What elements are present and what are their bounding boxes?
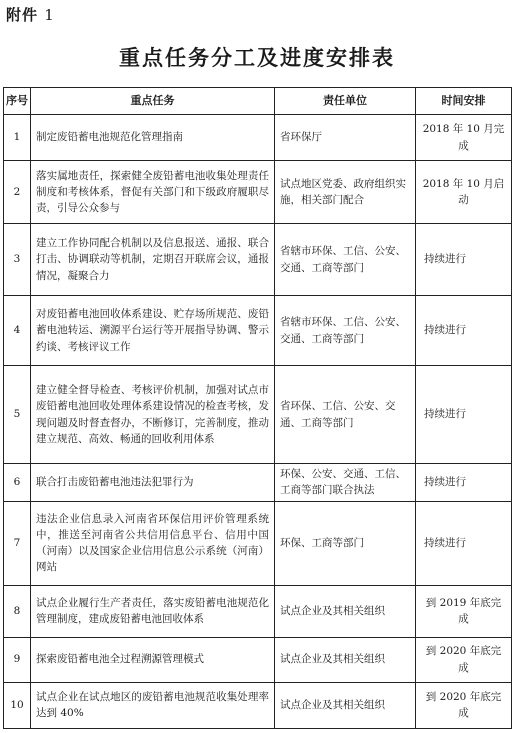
table-row <box>4 224 512 296</box>
task-schedule-table <box>3 87 512 729</box>
row-no: 2 <box>4 161 31 224</box>
header-task: 重点任务 <box>31 88 275 115</box>
table-row <box>4 296 512 366</box>
row-unit: 省辖市环保、工信、公安、交通、工商等部门 <box>275 296 416 366</box>
table-header-row <box>4 88 512 115</box>
row-time: 到 2020 年底完成 <box>416 682 512 728</box>
table-row <box>4 464 512 502</box>
row-task: 建立工作协同配合机制以及信息报送、通报、联合打击、协调联动等机制，定期召开联席会议，通报情况，凝聚合力 <box>31 224 275 296</box>
row-time: 到 2019 年底完成 <box>416 585 512 637</box>
table-row <box>4 115 512 161</box>
header-unit: 责任单位 <box>275 88 416 115</box>
row-no: 5 <box>4 366 31 464</box>
row-task: 探索废铅蓄电池全过程溯源管理模式 <box>31 637 275 682</box>
table-row <box>4 585 512 637</box>
row-time: 到 2020 年底完成 <box>416 637 512 682</box>
row-time: 持续进行 <box>416 464 512 502</box>
header-time: 时间安排 <box>416 88 512 115</box>
row-unit: 环保、工商等部门 <box>275 501 416 585</box>
attachment-number: 1 <box>44 6 55 24</box>
header-no: 序号 <box>4 88 31 115</box>
attachment-text: 附件 <box>6 6 39 24</box>
row-no: 1 <box>4 115 31 161</box>
row-time: 持续进行 <box>416 501 512 585</box>
row-unit: 省辖市环保、工信、公安、交通、工商等部门 <box>275 224 416 296</box>
table-row <box>4 682 512 728</box>
row-unit: 试点企业及其相关组织 <box>275 637 416 682</box>
row-task: 落实属地责任，探索健全废铅蓄电池收集处理责任制度和考核体系，督促有关部门和下级政府履职尽责，引导公众参与 <box>31 161 275 224</box>
row-time: 2018 年 10 月启动 <box>416 161 512 224</box>
row-task: 违法企业信息录入河南省环保信用评价管理系统中，推送至河南省公共信用信息平台、信用中国（河南）以及国家企业信用信息公示系统（河南）网站 <box>31 501 275 585</box>
attachment-label <box>6 4 55 25</box>
table-row <box>4 501 512 585</box>
row-unit: 试点地区党委、政府组织实施，相关部门配合 <box>275 161 416 224</box>
row-unit: 环保、公安、交通、工信、工商等部门联合执法 <box>275 464 416 502</box>
row-time: 持续进行 <box>416 296 512 366</box>
row-task: 建立健全督导检查、考核评价机制，加强对试点市废铅蓄电池回收处理体系建设情况的检查考核，发现问题及时督查督办，不断修订，完善制度，推动建立规范、高效、畅通的回收利用体系 <box>31 366 275 464</box>
row-unit: 试点企业及其相关组织 <box>275 682 416 728</box>
row-task: 联合打击废铅蓄电池违法犯罪行为 <box>31 464 275 502</box>
table-row <box>4 161 512 224</box>
row-time: 持续进行 <box>416 366 512 464</box>
row-no: 4 <box>4 296 31 366</box>
table-row <box>4 637 512 682</box>
row-no: 8 <box>4 585 31 637</box>
row-time: 2018 年 10 月完成 <box>416 115 512 161</box>
row-task: 制定废铅蓄电池规范化管理指南 <box>31 115 275 161</box>
row-task: 对废铅蓄电池回收体系建设、贮存场所规范、废铅蓄电池转运、溯源平台运行等开展指导协调、警示约谈、考核评议工作 <box>31 296 275 366</box>
row-unit: 省环保、工信、公安、交通、工商等部门 <box>275 366 416 464</box>
row-no: 10 <box>4 682 31 728</box>
row-task: 试点企业履行生产者责任，落实废铅蓄电池规范化管理制度，建成废铅蓄电池回收体系 <box>31 585 275 637</box>
row-no: 9 <box>4 637 31 682</box>
row-no: 6 <box>4 464 31 502</box>
row-unit: 试点企业及其相关组织 <box>275 585 416 637</box>
row-no: 7 <box>4 501 31 585</box>
page-title: 重点任务分工及进度安排表 <box>119 45 395 70</box>
row-time: 持续进行 <box>416 224 512 296</box>
table-row <box>4 366 512 464</box>
row-unit: 省环保厅 <box>275 115 416 161</box>
row-no: 3 <box>4 224 31 296</box>
row-task: 试点企业在试点地区的废铅蓄电池规范收集处理率达到 40% <box>31 682 275 728</box>
